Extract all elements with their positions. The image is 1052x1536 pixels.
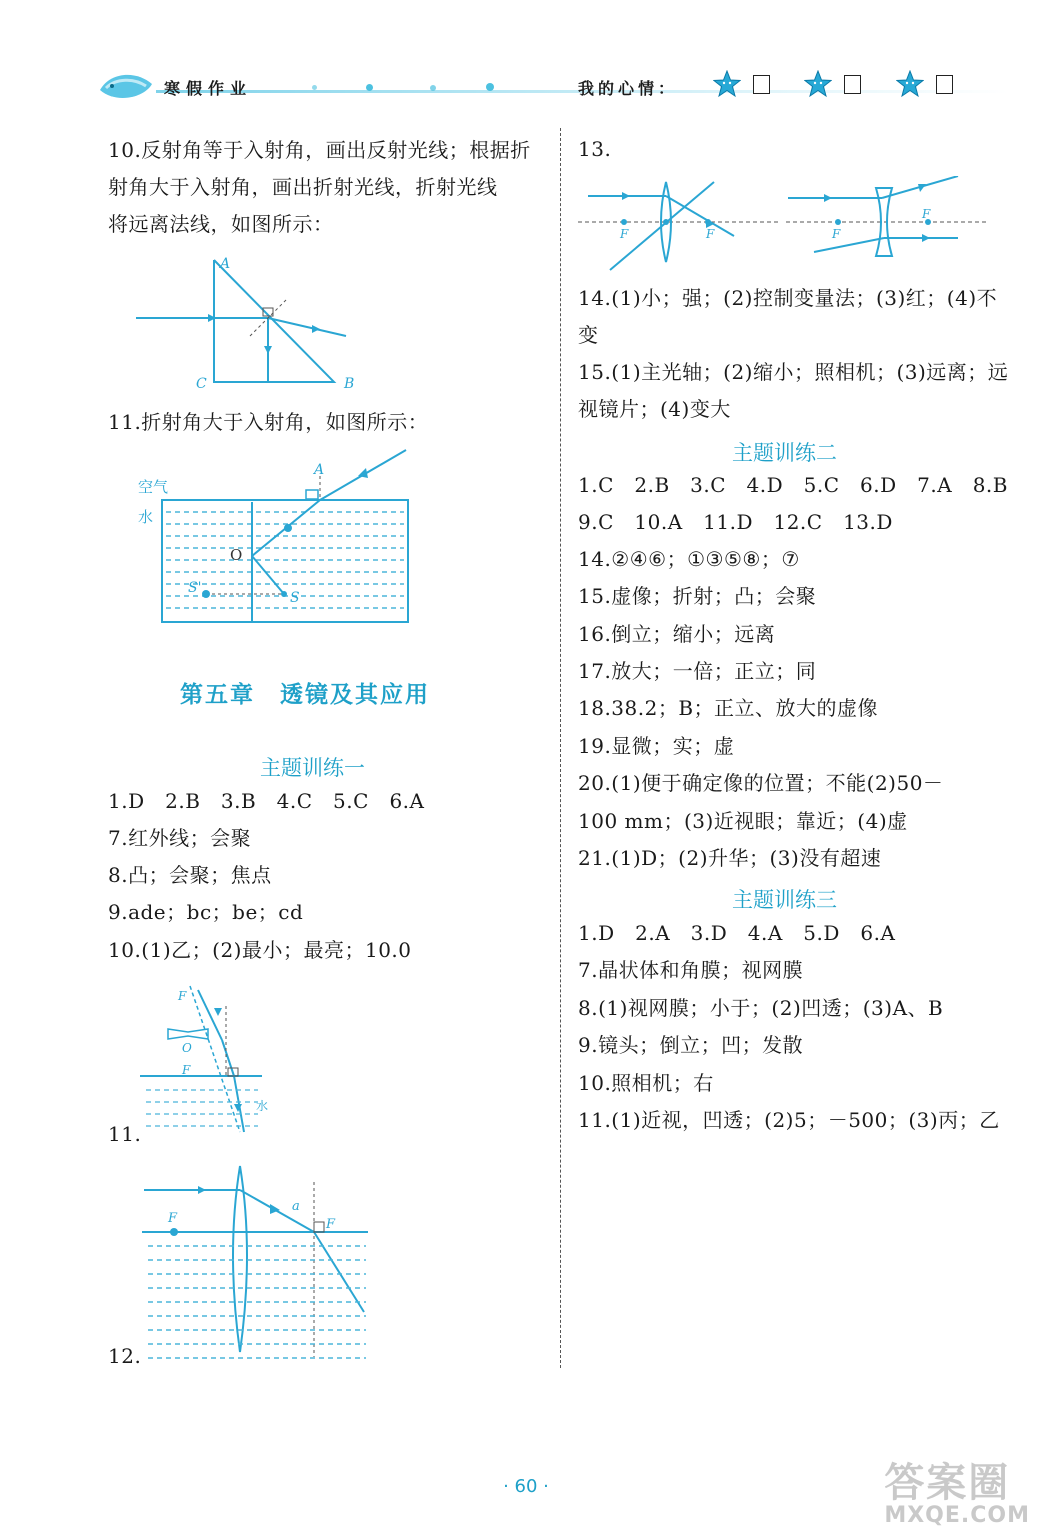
- fig12-label-f2: F: [326, 1217, 336, 1232]
- section-title-1: 主题训练一: [260, 756, 365, 780]
- q13-number: 13.: [578, 137, 612, 161]
- mood-checkbox-1[interactable]: [753, 75, 770, 94]
- answer-line: 8.凸；会聚；焦点: [108, 863, 272, 887]
- fig10-label-b: B: [344, 376, 355, 390]
- q11-text: 11.折射角大于入射角，如图所示：: [108, 410, 429, 434]
- page-number: · 60 ·: [503, 1476, 549, 1497]
- fig13-label-f3: F: [832, 227, 841, 241]
- answer-line: 1.D 2.A 3.D 4.A 5.D 6.A: [578, 921, 896, 945]
- answer-line: 7.红外线；会聚: [108, 826, 252, 850]
- q10-line-2: 射角大于入射角，画出折射光线，折射光线: [108, 175, 498, 199]
- fig12-label-a: a: [292, 1199, 300, 1214]
- answer-line: 变: [578, 323, 599, 347]
- fig11-label-s2: S: [290, 590, 300, 606]
- figure-10-prism: [132, 250, 362, 390]
- section-title-3: 主题训练三: [732, 888, 837, 912]
- figure-12-convex-lens: [142, 1162, 372, 1362]
- fig11-label-air: 空气: [138, 478, 169, 496]
- mood-checkbox-2[interactable]: [844, 75, 861, 94]
- answer-line: 9.C 10.A 11.D 12.C 13.D: [578, 510, 893, 534]
- answer-line: 10.照相机；右: [578, 1071, 714, 1095]
- answer-line: 10.(1)乙；(2)最小；最亮；10.0: [108, 938, 412, 962]
- column-divider: [560, 128, 561, 1368]
- fig11b-label-water: 水: [256, 1099, 269, 1113]
- answer-line: 19.显微；实；虚: [578, 734, 735, 758]
- fish-logo-icon: [96, 68, 158, 106]
- header-dot: [312, 85, 317, 90]
- answer-line: 14.②④⑥；①③⑤⑧；⑦: [578, 547, 800, 571]
- mood-checkbox-3[interactable]: [936, 75, 953, 94]
- fig11-label-o: O: [230, 546, 243, 564]
- figure-13-lenses: [578, 176, 990, 272]
- figure-11b-lens-water: [138, 980, 278, 1140]
- fig11b-label-o: O: [182, 1041, 192, 1055]
- answer-line: 15.(1)主光轴；(2)缩小；照相机；(3)远离；远: [578, 360, 1009, 384]
- answer-line: 21.(1)D；(2)升华；(3)没有超速: [578, 846, 882, 870]
- fig11-label-water: 水: [138, 508, 154, 526]
- q12-number: 12.: [108, 1344, 142, 1368]
- section-title-2: 主题训练二: [732, 441, 837, 465]
- star-icon: [713, 70, 741, 98]
- fig10-label-c: C: [196, 376, 207, 390]
- q10-line-1: 10.反射角等于入射角，画出反射光线；根据折: [108, 138, 531, 162]
- fig13-label-f2: F: [706, 227, 715, 241]
- fig11-label-s1: S': [188, 580, 202, 596]
- answer-line: 100 mm；(3)近视眼；靠近；(4)虚: [578, 809, 908, 833]
- q11b-number: 11.: [108, 1122, 142, 1146]
- answer-line: 视镜片；(4)变大: [578, 397, 731, 421]
- answer-line: 17.放大；一倍；正立；同: [578, 659, 817, 683]
- header-dot: [366, 84, 373, 91]
- fig13-label-f4: F: [922, 207, 931, 221]
- answer-line: 16.倒立；缩小；远离: [578, 622, 776, 646]
- answer-line: 8.(1)视网膜；小于；(2)凹透；(3)A、B: [578, 996, 944, 1020]
- figure-11-water: [134, 446, 414, 626]
- fig10-label-a: A: [220, 256, 231, 272]
- answer-line: 1.D 2.B 3.B 4.C 5.C 6.A: [108, 789, 425, 813]
- answer-line: 20.(1)便于确定像的位置；不能(2)50－: [578, 771, 944, 795]
- fig11-label-a: A: [314, 462, 325, 478]
- chapter-title: 第五章 透镜及其应用: [180, 682, 430, 708]
- fig11b-label-f2: F: [182, 1063, 191, 1077]
- star-icon: [804, 70, 832, 98]
- watermark: [884, 1462, 1030, 1528]
- answer-line: 1.C 2.B 3.C 4.D 5.C 6.D 7.A 8.B: [578, 473, 1008, 497]
- watermark-logo-text: 答案圈: [884, 1460, 1011, 1506]
- answer-line: 14.(1)小；强；(2)控制变量法；(3)红；(4)不: [578, 286, 998, 310]
- fig12-label-f1: F: [168, 1211, 178, 1226]
- answer-line: 7.晶状体和角膜；视网膜: [578, 958, 804, 982]
- fig11b-label-f1: F: [178, 989, 187, 1003]
- star-icon: [896, 70, 924, 98]
- header-dot: [430, 85, 436, 91]
- answer-line: 9.ade；bc；be；cd: [108, 900, 304, 924]
- header-title: 寒假作业: [164, 79, 253, 98]
- header-dot: [486, 83, 494, 91]
- answer-line: 9.镜头；倒立；凹；发散: [578, 1033, 804, 1057]
- answer-line: 18.38.2；B；正立、放大的虚像: [578, 696, 879, 720]
- watermark-url: MXQE.COM: [884, 1503, 1030, 1528]
- mood-label: 我的心情：: [578, 79, 679, 98]
- answer-line: 11.(1)近视，凹透；(2)5；－500；(3)丙；乙: [578, 1108, 1000, 1132]
- q10-line-3: 将远离法线，如图所示：: [108, 212, 334, 236]
- fig13-label-f1: F: [620, 227, 629, 241]
- answer-line: 15.虚像；折射；凸；会聚: [578, 584, 817, 608]
